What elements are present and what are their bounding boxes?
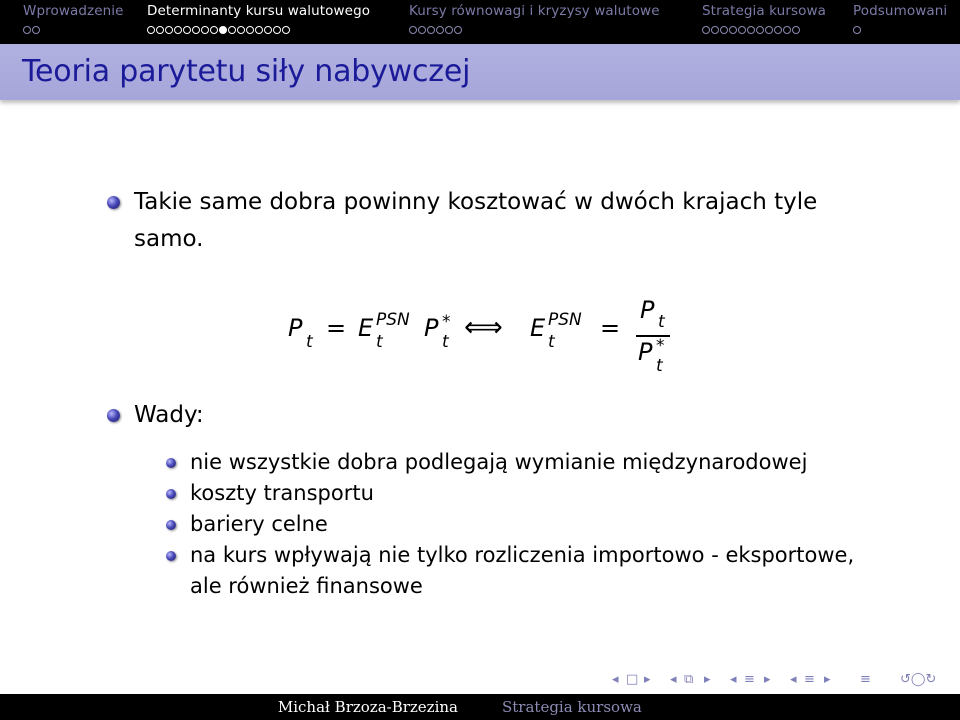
nav-frame-dot[interactable]	[165, 26, 173, 34]
subbullet-ball	[166, 458, 176, 468]
nav-section-strategia[interactable]: Strategia kursowa	[702, 3, 826, 19]
arrow-left-icon[interactable]: ◂	[670, 672, 677, 687]
nav-frame-dot[interactable]	[720, 26, 728, 34]
arrow-right-icon[interactable]: ▸	[764, 672, 771, 687]
formula-sup-psn: PSN	[548, 310, 582, 330]
nav-frame-dot[interactable]	[255, 26, 263, 34]
section-icon[interactable]: ≡	[744, 672, 755, 687]
nav-section-kursy[interactable]: Kursy równowagi i kryzysy walutowe	[409, 3, 660, 19]
formula-sub-t: t	[658, 312, 665, 332]
nav-dots-wprowadzenie	[23, 26, 41, 36]
bullet1-text-line2: samo.	[134, 226, 204, 252]
frame-title-bar	[0, 44, 960, 100]
footer-author-box	[0, 694, 480, 720]
nav-frame-dot[interactable]	[765, 26, 773, 34]
formula-P: P	[288, 314, 303, 342]
nav-frame-dot[interactable]	[174, 26, 182, 34]
nav-frame-dot[interactable]	[774, 26, 782, 34]
formula-E: E	[530, 314, 546, 342]
subitem-4-line1: na kurs wpływają nie tylko rozliczenia importowo - eksportowe,	[190, 543, 855, 567]
nav-dots-kursy	[409, 26, 463, 36]
nav-frame-dot[interactable]	[219, 26, 227, 34]
section-navigation-bar	[0, 0, 960, 44]
nav-frame-dot[interactable]	[756, 26, 764, 34]
formula-sub-t: t	[442, 332, 449, 352]
nav-section-determinanty[interactable]: Determinanty kursu walutowego	[147, 3, 371, 19]
nav-frame-dot[interactable]	[264, 26, 272, 34]
nav-frame-dot[interactable]	[192, 26, 200, 34]
formula-numerator-P: P	[640, 296, 655, 324]
nav-frame-dot[interactable]	[201, 26, 209, 34]
nav-frame-dot[interactable]	[792, 26, 800, 34]
nav-frame-dot[interactable]	[427, 26, 435, 34]
formula-star: *	[656, 336, 665, 356]
arrow-left-icon[interactable]: ◂	[612, 672, 619, 687]
footer-author: Michał Brzoza-Brzezina	[277, 698, 458, 716]
nav-frame-dot[interactable]	[853, 26, 861, 34]
formula-denominator-P: P	[638, 338, 653, 366]
footer-title: Strategia kursowa	[502, 698, 642, 716]
nav-frame-dot[interactable]	[183, 26, 191, 34]
nav-frame-dot[interactable]	[23, 26, 31, 34]
nav-frame-dot[interactable]	[738, 26, 746, 34]
subitem-4-line2: ale również finansowe	[190, 574, 423, 598]
nav-frame-dot[interactable]	[454, 26, 462, 34]
nav-frame-dot[interactable]	[445, 26, 453, 34]
nav-dots-podsumowanie	[853, 26, 862, 36]
nav-frame-dot[interactable]	[147, 26, 155, 34]
nav-frame-dot[interactable]	[32, 26, 40, 34]
formula-sup-psn: PSN	[376, 310, 410, 330]
arrow-right-icon[interactable]: ▸	[644, 672, 651, 687]
section-icon[interactable]: ≡	[804, 672, 815, 687]
nav-dots-determinanty	[147, 26, 291, 36]
nav-frame-dot[interactable]	[210, 26, 218, 34]
formula-sub-t: t	[306, 332, 313, 352]
nav-frame-dot[interactable]	[747, 26, 755, 34]
formula-P-star: P	[424, 314, 439, 342]
formula-sub-t: t	[656, 356, 663, 376]
formula-equals: =	[600, 314, 621, 342]
nav-frame-dot[interactable]	[228, 26, 236, 34]
arrow-left-icon[interactable]: ◂	[730, 672, 737, 687]
nav-frame-dot[interactable]	[418, 26, 426, 34]
nav-frame-dot[interactable]	[282, 26, 290, 34]
subitem-1: nie wszystkie dobra podlegają wymianie międzynarodowej	[190, 450, 808, 474]
arrow-right-icon[interactable]: ▸	[824, 672, 831, 687]
bullet1-text-line1: Takie same dobra powinny kosztować w dwóch krajach tyle	[134, 189, 818, 215]
arrow-left-icon[interactable]: ◂	[790, 672, 797, 687]
arrow-right-icon[interactable]: ▸	[704, 672, 711, 687]
nav-section-wprowadzenie[interactable]: Wprowadzenie	[23, 3, 124, 19]
frame-icon[interactable]: □	[626, 672, 639, 687]
nav-dots-strategia	[702, 26, 801, 36]
nav-section-podsumowanie[interactable]: Podsumowani	[853, 3, 948, 19]
nav-frame-dot[interactable]	[246, 26, 254, 34]
zoom-icon[interactable]: ↺◯↻	[900, 672, 937, 687]
nav-frame-dot[interactable]	[156, 26, 164, 34]
nav-frame-dot[interactable]	[436, 26, 444, 34]
subitem-3: bariery celne	[190, 512, 328, 536]
frame-title: Teoria parytetu siły nabywczej	[22, 54, 471, 89]
nav-frame-dot[interactable]	[409, 26, 417, 34]
nav-frame-dot[interactable]	[237, 26, 245, 34]
formula-sub-t: t	[376, 332, 383, 352]
nav-frame-dot[interactable]	[729, 26, 737, 34]
footer-title-box	[480, 694, 960, 720]
formula-E: E	[358, 314, 374, 342]
formula-star: *	[442, 312, 451, 332]
subbullet-ball	[166, 489, 176, 499]
formula-sub-t: t	[548, 332, 555, 352]
subbullet-ball	[166, 520, 176, 530]
nav-frame-dot[interactable]	[783, 26, 791, 34]
bullet-ball	[107, 409, 120, 422]
bullet-ball	[107, 196, 120, 209]
subbullet-ball	[166, 551, 176, 561]
align-icon[interactable]: ≡	[860, 672, 871, 687]
subitem-2: koszty transportu	[190, 481, 374, 505]
fraction-line	[636, 335, 670, 337]
formula-iff: ⟺	[464, 312, 503, 343]
subsection-icon[interactable]: ⧉	[684, 672, 694, 687]
nav-frame-dot[interactable]	[273, 26, 281, 34]
bullet2-text: Wady:	[134, 402, 204, 428]
nav-frame-dot[interactable]	[711, 26, 719, 34]
formula-equals: =	[326, 314, 347, 342]
nav-frame-dot[interactable]	[702, 26, 710, 34]
